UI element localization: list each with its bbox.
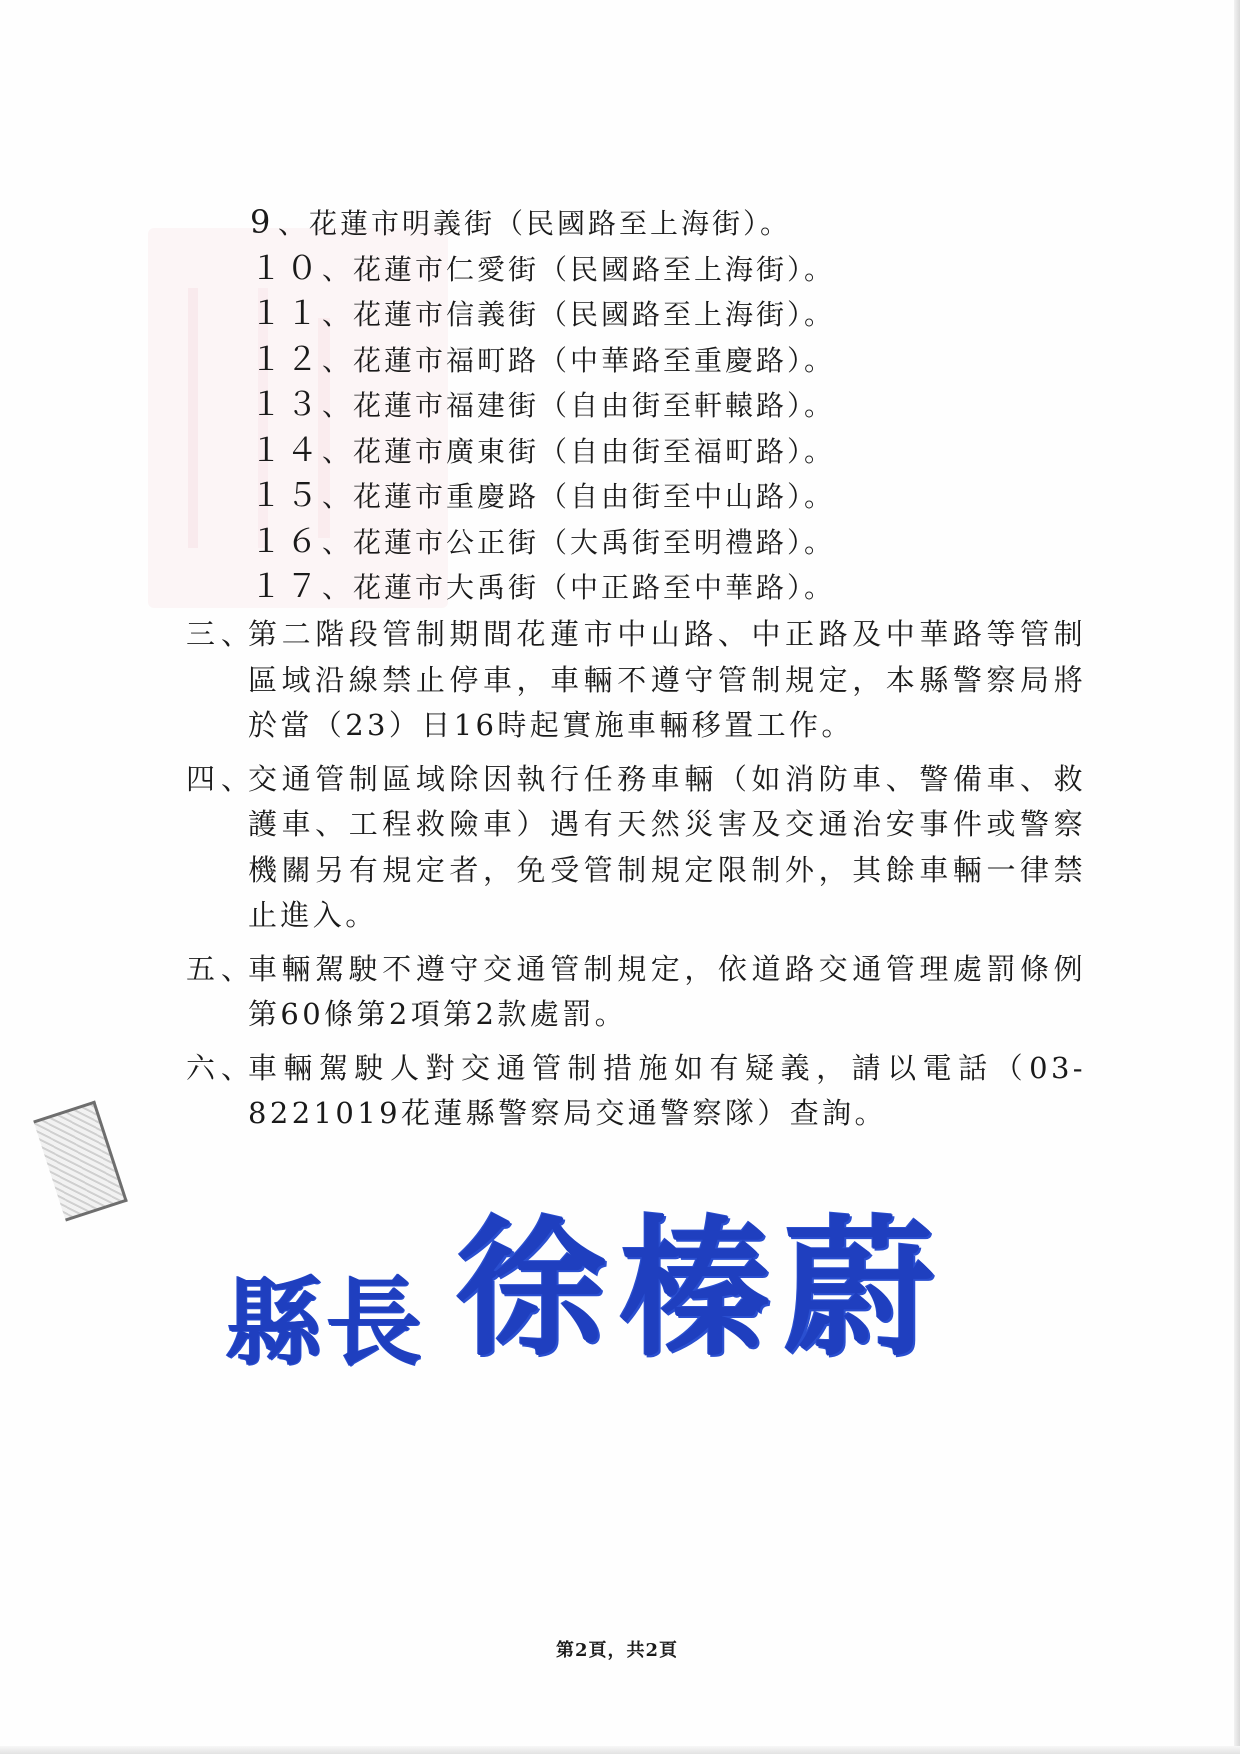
list-item	[250, 246, 835, 292]
road-control-list	[250, 200, 835, 610]
list-item	[250, 200, 835, 246]
list-item-number: １５	[250, 476, 323, 514]
list-item-number: １３	[250, 385, 323, 423]
section-label: 四、	[186, 761, 257, 796]
page-indicator: 第2頁，共2頁	[555, 1640, 679, 1661]
list-item	[250, 473, 835, 519]
list-item-number: １２	[250, 339, 323, 378]
list-item-text: 、花蓮市福町路（中華路至重慶路）。	[322, 343, 836, 377]
list-item-text: 、花蓮市大禹街（中正路至中華路）。	[322, 571, 836, 604]
page-footer	[0, 1636, 1240, 1662]
list-item-number: １１	[250, 294, 323, 332]
section-six	[186, 1046, 1086, 1137]
page-edge-right	[1234, 0, 1240, 1754]
list-item-text: 、花蓮市明義街（民國路至上海街）。	[278, 207, 792, 240]
list-item	[250, 428, 835, 474]
official-signature-stamp	[226, 1168, 949, 1379]
list-item	[250, 519, 835, 565]
list-item-text: 、花蓮市信義街（民國路至上海街）。	[322, 298, 836, 331]
section-label: 三、	[186, 617, 257, 651]
list-item-number: １０	[250, 248, 323, 287]
list-item-number: １７	[250, 567, 323, 605]
list-item-text: 、花蓮市公正街（大禹街至明禮路）。	[322, 525, 836, 559]
list-item-number: １４	[250, 430, 323, 469]
list-item-text: 、花蓮市仁愛街（民國路至上海街）。	[322, 252, 836, 286]
list-item	[250, 564, 835, 610]
section-text: 交通管制區域除因執行任務車輛（如消防車、警備車、救護車、工程救險車）遇有天然災害及交通治安事件或警察機關另有規定者，免受管制規定限制外，其餘車輛一律禁止進入。	[248, 761, 1086, 932]
section-text: 第二階段管制期間花蓮市中山路、中正路及中華路等管制區域沿線禁止停車，車輛不遵守管制規定，本縣警察局將於當（23）日16時起實施車輛移置工作。	[248, 617, 1086, 742]
list-item-text: 、花蓮市廣東街（自由街至福町路）。	[322, 434, 836, 468]
section-five	[186, 947, 1086, 1038]
edge-seal-stamp	[33, 1101, 128, 1222]
section-three	[186, 612, 1086, 749]
list-item-number: 9	[250, 203, 275, 241]
list-item-number: １６	[250, 521, 323, 560]
page-edge-bottom	[0, 1746, 1240, 1754]
list-item	[250, 337, 835, 383]
list-item	[250, 291, 835, 337]
regulation-sections	[186, 612, 1086, 1145]
signature-name: 徐榛蔚	[456, 1201, 949, 1377]
section-label: 六、	[186, 1050, 257, 1085]
section-text: 車輛駕駛人對交通管制措施如有疑義，請以電話（03-8221019花蓮縣警察局交通警察隊）查詢。	[248, 1050, 1086, 1130]
section-text: 車輛駕駛不遵守交通管制規定，依道路交通管理處罰條例第60條第2項第2款處罰。	[248, 951, 1086, 1031]
section-label: 五、	[186, 951, 257, 986]
signature-title: 縣長	[226, 1266, 426, 1379]
section-four	[186, 757, 1086, 939]
list-item-text: 、花蓮市福建街（自由街至軒轅路）。	[322, 389, 836, 422]
list-item	[250, 382, 835, 428]
list-item-text: 、花蓮市重慶路（自由街至中山路）。	[322, 480, 836, 513]
